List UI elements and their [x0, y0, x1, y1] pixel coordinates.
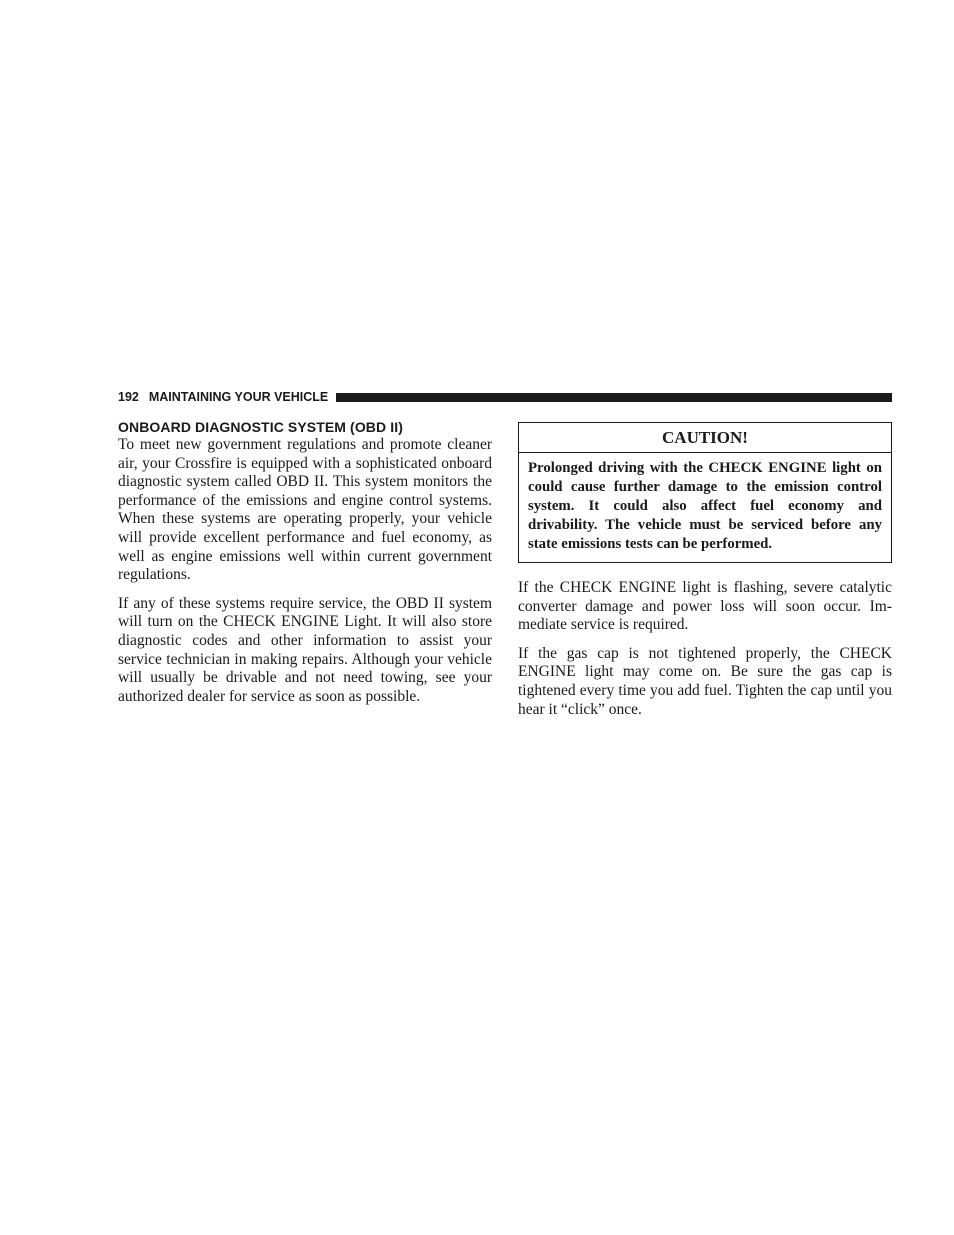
caution-title: CAUTION!	[519, 423, 891, 453]
left-column	[118, 418, 492, 716]
right-column	[518, 422, 892, 729]
obd-paragraph-1: To meet new government regulations and promote cleaner air, your Crossfire is equipped with a sophisticated onboard diagnostic system called OBD II. This system monitors the performance of the emissions and engine control systems. When these systems are operating properly, your vehicle will provide excellent performance and fuel economy, as well as engine emissions well within current government regulations.	[118, 436, 492, 584]
section-title: MAINTAINING YOUR VEHICLE	[148, 390, 329, 404]
gas-cap-paragraph: If the gas cap is not tightened properly, the CHECK ENGINE light may come on. Be sure the gas cap is tightened every time you add fuel. Tighten the cap until you hear it “click” once.	[518, 644, 892, 718]
page-header	[118, 389, 892, 405]
caution-box	[518, 422, 892, 563]
obd-paragraph-2: If any of these systems require service, the OBD II system will turn on the CHECK ENGINE Light. It will also store diagnostic codes and other information to assist your service technician in making repairs. Although your vehicle will usually be drivable and not need towing, see your authorized dealer for service as soon as possible.	[118, 594, 492, 705]
caution-text: Prolonged driving with the CHECK ENGINE light on could cause further damage to the emission control system. It could also affect fuel economy and drivability. The vehicle must be serviced before any state emissions tests can be performed.	[528, 460, 882, 552]
header-rule-bar	[336, 393, 892, 402]
obd-heading: ONBOARD DIAGNOSTIC SYSTEM (OBD II)	[118, 419, 403, 435]
page-number: 192	[118, 390, 139, 404]
flashing-light-paragraph: If the CHECK ENGINE light is flashing, severe catalytic converter damage and power loss will soon occur. Immediate service is required.	[518, 579, 892, 634]
